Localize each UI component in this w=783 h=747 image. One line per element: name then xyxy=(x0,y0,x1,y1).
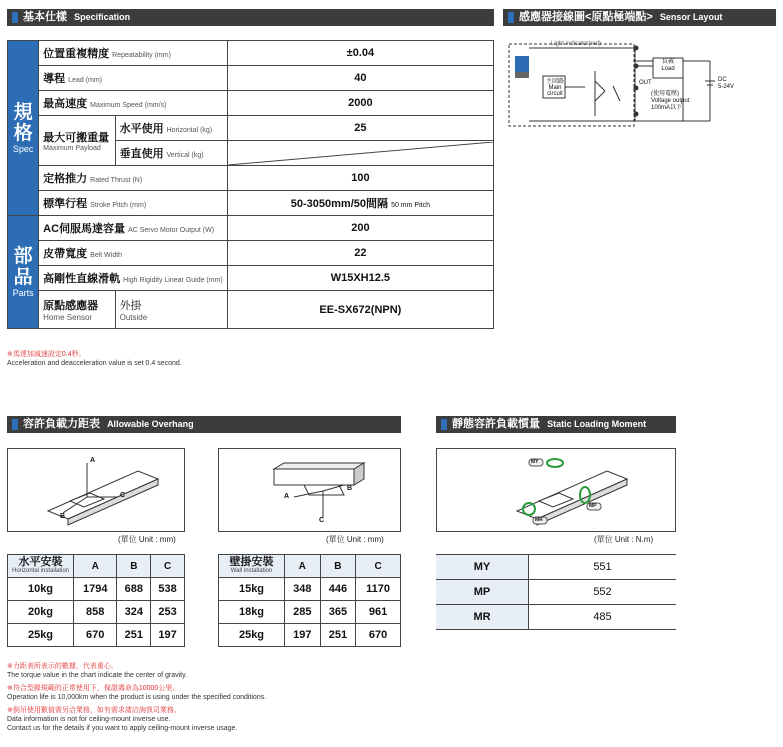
guide-zh: 高剛性直線滑軌 xyxy=(43,273,121,285)
table-row xyxy=(219,601,401,624)
note-3-en: Data information is not for ceiling-mount inverse use. xyxy=(7,716,171,723)
moment-key: MR xyxy=(436,605,529,630)
table-row xyxy=(8,624,185,647)
dc-voltage: 5-24V xyxy=(718,84,735,90)
moment-value: 551 xyxy=(529,555,677,580)
row-rated-thrust xyxy=(8,166,494,191)
horizontal-col-a: A xyxy=(74,555,117,578)
wall-axis-b: B xyxy=(347,485,353,492)
belt-zh: 皮帶寬度 xyxy=(43,248,88,260)
spec-note-en: Acceleration and deacceleration value is set 0.4 second. xyxy=(7,360,182,367)
wall-title-zh: 壁掛安裝 xyxy=(229,556,274,568)
row-max-speed xyxy=(8,91,494,116)
value-cell: 285 xyxy=(285,601,321,624)
max-speed-en: Maximum Speed (mm/s) xyxy=(90,102,167,109)
wall-title-en: Wall installation xyxy=(230,568,273,574)
value-cell: 197 xyxy=(285,624,321,647)
main-circuit-en: Main circuit xyxy=(547,85,563,97)
horizontal-title xyxy=(8,555,74,578)
moment-key: MP xyxy=(436,580,529,605)
side-parts-en: Parts xyxy=(12,287,34,298)
label-max-speed xyxy=(39,91,228,116)
wall-header-row xyxy=(219,555,401,578)
value-home-sensor: EE-SX672(NPN) xyxy=(227,291,493,329)
home-sensor-zh: 原點感應器 xyxy=(43,300,99,312)
horiz-axis-b: B xyxy=(60,513,66,520)
wall-unit: (單位 Unit : mm) xyxy=(326,535,384,544)
table-row xyxy=(219,578,401,601)
load-cell: 25kg xyxy=(219,624,285,647)
static-label-mr: MR xyxy=(535,517,543,523)
home-sensor-en: Home Sensor xyxy=(43,313,93,322)
voltage-label xyxy=(651,91,689,112)
value-cell: 670 xyxy=(356,624,401,647)
note-2-en: Operation life is 10,000km when the product is using under the specified conditions. xyxy=(7,694,267,701)
footnotes xyxy=(7,662,266,733)
horizontal-title-zh: 水平安裝 xyxy=(18,556,63,568)
value-motor: 200 xyxy=(227,216,493,241)
row-guide xyxy=(8,266,494,291)
spec-note-zh: ※馬達加減速設定0.4秒。 xyxy=(7,351,86,358)
note-1-en: The torque value in the chart indicate the center of gravity. xyxy=(7,672,188,679)
load-en: Load xyxy=(661,66,675,72)
moment-key: MY xyxy=(436,555,529,580)
note-3-zh: ※倒吊使用數值需另洽業務，如有需求請洽詢我司業務。 xyxy=(7,707,181,714)
horiz-axis-c: C xyxy=(120,492,126,499)
static-header xyxy=(436,416,676,433)
value-cell: 538 xyxy=(151,578,185,601)
wall-col-c: C xyxy=(356,555,401,578)
side-spec-en: Spec xyxy=(12,143,34,154)
spec-header xyxy=(7,9,494,26)
repeatability-en: Repeatability (mm) xyxy=(112,52,171,59)
wall-axis-c: C xyxy=(319,517,325,524)
max-speed-zh: 最高速度 xyxy=(43,98,88,110)
horizontal-title-en: Horizontal installation xyxy=(11,568,70,574)
voltage-en: Voltage output xyxy=(651,98,690,104)
value-horizontal: 25 xyxy=(227,116,493,141)
value-lead: 40 xyxy=(227,66,493,91)
outside-zh: 外掛 xyxy=(119,300,142,312)
motor-zh: AC伺服馬達容量 xyxy=(43,223,126,235)
sensor-header xyxy=(503,9,776,26)
value-cell: 251 xyxy=(320,624,356,647)
value-stroke-pitch xyxy=(227,191,493,216)
outside-en: Outside xyxy=(119,313,148,322)
static-diagram xyxy=(436,448,676,532)
horizontal-table xyxy=(7,554,185,647)
label-repeatability xyxy=(39,41,228,66)
stroke-pitch-en: Stroke Pitch (mm) xyxy=(90,202,147,209)
spec-header-en: Specification xyxy=(74,12,131,22)
horizontal-zh: 水平使用 xyxy=(119,123,164,135)
value-max-speed: 2000 xyxy=(227,91,493,116)
horizontal-rail-svg xyxy=(8,449,184,531)
stroke-pitch-zh: 標準行程 xyxy=(43,198,88,210)
guide-en: High Rigidity Linear Guide (mm) xyxy=(123,277,223,284)
row-home-sensor xyxy=(8,291,494,329)
vertical-en: Vertical (kg) xyxy=(166,152,204,159)
stroke-pitch-value: 50-3050mm/50間隔 xyxy=(290,198,389,210)
value-cell: 688 xyxy=(117,578,151,601)
horiz-axis-a: A xyxy=(90,457,96,464)
lead-en: Lead (mm) xyxy=(68,77,103,84)
label-horizontal xyxy=(115,116,227,141)
row-payload-horizontal xyxy=(8,116,494,141)
load-cell: 18kg xyxy=(219,601,285,624)
motor-en: AC Servo Motor Output (W) xyxy=(128,227,215,234)
voltage-zh: (使用電壓) xyxy=(651,91,679,97)
load-cell: 15kg xyxy=(219,578,285,601)
row-stroke-pitch xyxy=(8,191,494,216)
dc-text: DC xyxy=(718,77,727,83)
value-belt: 22 xyxy=(227,241,493,266)
row-lead xyxy=(8,66,494,91)
horizontal-header-row xyxy=(8,555,185,578)
table-row xyxy=(8,601,185,624)
side-spec-zh: 規格 xyxy=(13,101,33,144)
overhang-header xyxy=(7,416,401,433)
value-cell: 324 xyxy=(117,601,151,624)
horizontal-unit: (單位 Unit : mm) xyxy=(118,535,176,544)
spec-header-zh: 基本仕樣 xyxy=(23,11,67,23)
load-cell: 25kg xyxy=(8,624,74,647)
overhang-header-zh: 容許負載力距表 xyxy=(23,418,100,430)
wall-title xyxy=(219,555,285,578)
static-header-zh: 靜態容許負載慣量 xyxy=(452,418,540,430)
diagonal-slash xyxy=(228,142,493,165)
horizontal-col-c: C xyxy=(151,555,185,578)
load-cell: 10kg xyxy=(8,578,74,601)
load-label xyxy=(654,59,682,73)
value-cell: 253 xyxy=(151,601,185,624)
wall-table xyxy=(218,554,401,647)
value-guide: W15XH12.5 xyxy=(227,266,493,291)
value-cell: 961 xyxy=(356,601,401,624)
value-repeatability: ±0.04 xyxy=(227,41,493,66)
static-table xyxy=(436,554,676,630)
repeatability-zh: 位置重複精度 xyxy=(43,48,110,60)
table-row xyxy=(8,578,185,601)
value-cell: 365 xyxy=(320,601,356,624)
dc-label xyxy=(718,77,734,91)
rated-thrust-zh: 定格推力 xyxy=(43,173,88,185)
belt-en: Belt Width xyxy=(90,252,123,259)
main-circuit-label xyxy=(544,79,566,97)
out-label: OUT xyxy=(639,80,652,86)
row-repeatability xyxy=(8,41,494,66)
value-cell: 858 xyxy=(74,601,117,624)
label-guide xyxy=(39,266,228,291)
row-belt xyxy=(8,241,494,266)
value-cell: 348 xyxy=(285,578,321,601)
table-row xyxy=(436,555,676,580)
wall-rail-svg xyxy=(219,449,400,531)
label-stroke-pitch xyxy=(39,191,228,216)
max-payload-zh: 最大可搬重量 xyxy=(43,132,110,144)
label-home-sensor xyxy=(39,291,115,329)
wall-col-b: B xyxy=(320,555,356,578)
static-label-my: MY xyxy=(531,459,539,465)
value-cell: 1170 xyxy=(356,578,401,601)
side-spec xyxy=(8,41,39,216)
spec-note xyxy=(7,350,182,368)
side-parts-zh: 部品 xyxy=(13,245,33,288)
overhang-header-en: Allowable Overhang xyxy=(107,419,194,429)
max-payload-en: Maximum Payload xyxy=(43,145,101,152)
note-1-zh: ※力距表所表示的數據，代表重心。 xyxy=(7,663,118,670)
load-zh: 負載 xyxy=(661,59,674,65)
static-rail-svg xyxy=(437,449,675,531)
sensor-header-en: Sensor Layout xyxy=(659,12,723,22)
wall-axis-a: A xyxy=(284,493,290,500)
moment-value: 485 xyxy=(529,605,677,630)
table-row xyxy=(436,605,676,630)
horizontal-diagram xyxy=(7,448,185,532)
static-label-mp: MP xyxy=(589,503,597,509)
sensor-header-zh: 感應器接線圖<原點極端點> xyxy=(519,11,653,23)
label-belt xyxy=(39,241,228,266)
value-rated-thrust: 100 xyxy=(227,166,493,191)
row-motor xyxy=(8,216,494,241)
value-cell: 446 xyxy=(320,578,356,601)
note-3-en2: Contact us for the details if you want to apply ceiling-mount inverse usage. xyxy=(7,725,238,732)
sensor-light-label: Light indicator(red) xyxy=(551,41,602,47)
wall-col-a: A xyxy=(285,555,321,578)
value-cell: 197 xyxy=(151,624,185,647)
load-cell: 20kg xyxy=(8,601,74,624)
value-vertical xyxy=(227,141,493,166)
spec-table xyxy=(7,40,494,329)
rated-thrust-en: Rated Thrust (N) xyxy=(90,177,143,184)
stroke-pitch-value-small: 50 mm Pitch xyxy=(391,202,430,209)
vertical-zh: 垂直使用 xyxy=(119,148,164,160)
side-parts xyxy=(8,216,39,329)
label-rated-thrust xyxy=(39,166,228,191)
moment-value: 552 xyxy=(529,580,677,605)
sensor-diagram xyxy=(505,36,775,131)
label-outside xyxy=(115,291,227,329)
label-lead xyxy=(39,66,228,91)
horizontal-col-b: B xyxy=(117,555,151,578)
value-cell: 251 xyxy=(117,624,151,647)
value-cell: 670 xyxy=(74,624,117,647)
label-motor xyxy=(39,216,228,241)
static-header-en: Static Loading Moment xyxy=(547,419,647,429)
label-vertical xyxy=(115,141,227,166)
horizontal-en: Horizontal (kg) xyxy=(166,127,213,134)
table-row xyxy=(436,580,676,605)
static-unit: (單位 Unit : N.m) xyxy=(594,535,654,544)
lead-zh: 導程 xyxy=(43,73,66,85)
label-max-payload xyxy=(39,116,115,166)
current-text: 100mA以下 xyxy=(651,105,683,111)
table-row xyxy=(219,624,401,647)
main-circuit-zh: 主回路 xyxy=(545,79,564,85)
value-cell: 1794 xyxy=(74,578,117,601)
wall-diagram xyxy=(218,448,401,532)
note-2-zh: ※符合型錄規範的正常使用下，保證壽命為10000公里。 xyxy=(7,685,180,692)
